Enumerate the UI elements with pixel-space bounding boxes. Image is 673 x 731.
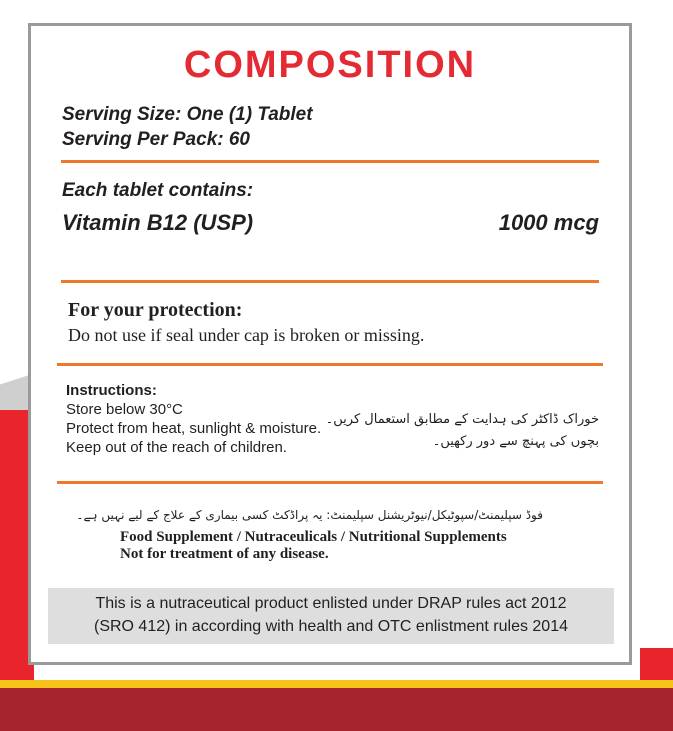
drap-notice-box bbox=[48, 588, 614, 644]
drap-notice-line: (SRO 412) in according with health and OTC enlistment rules 2014 bbox=[93, 618, 568, 635]
background-yellow-stripe bbox=[0, 680, 673, 688]
divider bbox=[61, 160, 599, 163]
page-title: COMPOSITION bbox=[183, 44, 477, 86]
divider bbox=[61, 280, 599, 283]
instruction-line: Keep out of the reach of children. bbox=[66, 439, 287, 456]
drap-notice-line: This is a nutraceutical product enlisted under DRAP rules act 2012 bbox=[95, 595, 567, 612]
urdu-supplement-note: فوڈ سپلیمنٹ/سپوٹیکل/نیوٹریشنل سپلیمنٹ: یہ پراڈکٹ کسی بیماری کے علاج کے لیے نہیں ہے۔ bbox=[76, 508, 543, 522]
background-dark-red-band bbox=[0, 688, 673, 731]
ingredient-amount: 1000 mcg bbox=[498, 210, 599, 235]
divider bbox=[57, 363, 603, 366]
composition-panel bbox=[28, 23, 632, 665]
urdu-instruction-line: بچوں کی پہنچ سے دور رکھیں۔ bbox=[432, 434, 599, 449]
contents-heading: Each tablet contains: bbox=[62, 180, 254, 201]
instructions-heading: Instructions: bbox=[66, 382, 157, 399]
serving-info bbox=[62, 102, 313, 152]
serving-per-pack: Serving Per Pack: 60 bbox=[62, 129, 250, 150]
supplement-line: Not for treatment of any disease. bbox=[120, 546, 329, 562]
serving-size: Serving Size: One (1) Tablet bbox=[62, 104, 313, 125]
ingredient-name: Vitamin B12 (USP) bbox=[62, 210, 254, 235]
supplement-line: Food Supplement / Nutraceulicals / Nutritional Supplements bbox=[120, 529, 507, 545]
instruction-line: Protect from heat, sunlight & moisture. bbox=[66, 420, 322, 437]
protection-heading: For your protection: bbox=[68, 299, 243, 321]
protection-text: Do not use if seal under cap is broken or missing. bbox=[68, 325, 425, 345]
urdu-instruction-line: خوراک ڈاکٹر کی ہدایت کے مطابق استعمال کریں۔ bbox=[325, 412, 599, 427]
instruction-line: Store below 30°C bbox=[66, 401, 183, 418]
divider bbox=[57, 481, 603, 484]
